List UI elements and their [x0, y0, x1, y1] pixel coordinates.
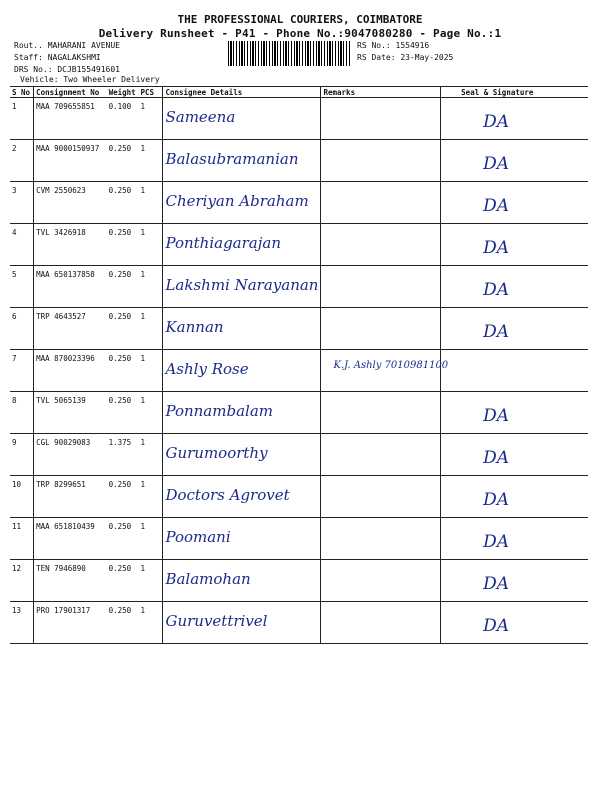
- col-header-weight: Weight: [107, 87, 139, 98]
- row-sno: 7: [10, 350, 34, 392]
- row-signature: DA: [483, 196, 510, 216]
- row-signature: DA: [483, 154, 510, 174]
- row-signature-cell: [441, 434, 588, 476]
- col-header-signature: Seal & Signature: [441, 87, 588, 98]
- row-consignee-cell: [163, 308, 321, 350]
- row-weight: 0.100: [107, 98, 139, 140]
- row-pcs: 1: [139, 224, 163, 266]
- row-pcs: 1: [139, 182, 163, 224]
- row-signature: DA: [483, 322, 510, 342]
- row-consignee-cell: [163, 602, 321, 644]
- row-remarks-cell: [321, 476, 441, 518]
- table-row: [10, 560, 588, 602]
- row-sno: 12: [10, 560, 34, 602]
- row-consignee: Sameena: [165, 108, 236, 126]
- row-consignment-no: MAA 650137858: [34, 266, 107, 308]
- row-consignee: Poomani: [165, 528, 231, 546]
- row-signature-cell: [441, 560, 588, 602]
- row-signature-cell: [441, 308, 588, 350]
- col-header-consignee: Consignee Details: [163, 87, 321, 98]
- row-pcs: 1: [139, 434, 163, 476]
- row-consignment-no: CGL 90029083: [34, 434, 107, 476]
- row-pcs: 1: [139, 602, 163, 644]
- row-consignee: Ashly Rose: [165, 360, 249, 378]
- row-sno: 5: [10, 266, 34, 308]
- row-sno: 3: [10, 182, 34, 224]
- row-signature-cell: [441, 266, 588, 308]
- row-remarks-cell: [321, 560, 441, 602]
- row-signature-cell: [441, 98, 588, 140]
- row-remarks-cell: [321, 602, 441, 644]
- table-row: [10, 182, 588, 224]
- row-weight: 1.375: [107, 434, 139, 476]
- col-header-consignment: Consignment No: [34, 87, 107, 98]
- row-remarks-cell: [321, 182, 441, 224]
- row-signature-cell: [441, 140, 588, 182]
- row-consignee-cell: [163, 476, 321, 518]
- table-row: [10, 350, 588, 392]
- row-sno: 9: [10, 434, 34, 476]
- row-consignment-no: TRP 4643527: [34, 308, 107, 350]
- row-consignee: Cheriyan Abraham: [165, 192, 309, 210]
- row-weight: 0.250: [107, 518, 139, 560]
- col-header-sno: S No: [10, 87, 34, 98]
- row-consignee-cell: [163, 518, 321, 560]
- row-remarks-cell: [321, 140, 441, 182]
- row-sno: 2: [10, 140, 34, 182]
- row-signature-cell: [441, 476, 588, 518]
- row-remarks-cell: [321, 266, 441, 308]
- row-remarks: K.J. Ashly 7010981100: [333, 360, 449, 371]
- row-consignment-no: TEN 7946890: [34, 560, 107, 602]
- row-pcs: 1: [139, 392, 163, 434]
- row-remarks-cell: [321, 518, 441, 560]
- row-consignment-no: TRP 8299651: [34, 476, 107, 518]
- row-consignment-no: TVL 5065139: [34, 392, 107, 434]
- rs-number: RS No.: 1554916: [357, 41, 430, 50]
- row-consignee: Balamohan: [165, 570, 251, 588]
- row-consignee: Ponthiagarajan: [165, 234, 281, 252]
- table-row: [10, 98, 588, 140]
- row-signature: DA: [483, 112, 510, 132]
- table-row: [10, 140, 588, 182]
- row-consignee-cell: [163, 182, 321, 224]
- row-remarks-cell: [321, 224, 441, 266]
- row-consignee-cell: [163, 434, 321, 476]
- row-pcs: 1: [139, 140, 163, 182]
- drs-number: DRS No.: DCJB155491601: [14, 65, 120, 74]
- row-consignment-no: MAA 709655851: [34, 98, 107, 140]
- row-consignee-cell: [163, 350, 321, 392]
- row-consignee-cell: [163, 98, 321, 140]
- row-signature-cell: [441, 392, 588, 434]
- company-title: THE PROFESSIONAL COURIERS, COIMBATORE: [177, 13, 423, 26]
- row-weight: 0.250: [107, 602, 139, 644]
- row-sno: 10: [10, 476, 34, 518]
- row-pcs: 1: [139, 518, 163, 560]
- row-consignee-cell: [163, 392, 321, 434]
- row-consignment-no: MAA 870023396: [34, 350, 107, 392]
- row-signature: DA: [483, 238, 510, 258]
- row-consignment-no: MAA 9000150937: [34, 140, 107, 182]
- row-pcs: 1: [139, 476, 163, 518]
- table-row: [10, 308, 588, 350]
- row-signature-cell: [441, 518, 588, 560]
- row-consignee-cell: [163, 140, 321, 182]
- table-row: [10, 518, 588, 560]
- staff-label: Staff: NAGALAKSHMI: [14, 53, 101, 62]
- rs-date: RS Date: 23-May-2025: [357, 53, 454, 62]
- row-sno: 6: [10, 308, 34, 350]
- row-signature-cell: [441, 602, 588, 644]
- row-consignment-no: TVL 3426918: [34, 224, 107, 266]
- row-consignee: Lakshmi Narayanan: [165, 276, 319, 294]
- table-row: [10, 266, 588, 308]
- row-signature: DA: [483, 448, 510, 468]
- route-label: Rout.. MAHARANI AVENUE: [14, 41, 120, 50]
- row-pcs: 1: [139, 98, 163, 140]
- row-signature: DA: [483, 574, 510, 594]
- row-signature: DA: [483, 490, 510, 510]
- row-remarks-cell: [321, 392, 441, 434]
- row-consignment-no: CVM 2550623: [34, 182, 107, 224]
- row-consignee: Ponnambalam: [165, 402, 273, 420]
- row-weight: 0.250: [107, 224, 139, 266]
- table-row: [10, 224, 588, 266]
- row-weight: 0.250: [107, 560, 139, 602]
- row-consignee: Kannan: [165, 318, 224, 336]
- row-weight: 0.250: [107, 140, 139, 182]
- row-consignment-no: MAA 651810439: [34, 518, 107, 560]
- row-pcs: 1: [139, 350, 163, 392]
- row-pcs: 1: [139, 266, 163, 308]
- row-weight: 0.250: [107, 476, 139, 518]
- row-sno: 13: [10, 602, 34, 644]
- row-signature: DA: [483, 406, 510, 426]
- runsheet-title: Delivery Runsheet - P41 - Phone No.:9047080280 - Page No.:1: [98, 27, 502, 40]
- col-header-remarks: Remarks: [321, 87, 441, 98]
- table-row: [10, 392, 588, 434]
- table-row: [10, 434, 588, 476]
- vehicle-label: Vehicle: Two Wheeler Delivery: [20, 75, 160, 84]
- row-consignee: Doctors Agrovet: [165, 486, 290, 504]
- row-weight: 0.250: [107, 266, 139, 308]
- row-signature: DA: [483, 616, 510, 636]
- row-remarks-cell: [321, 434, 441, 476]
- row-remarks-cell: [321, 350, 449, 392]
- row-weight: 0.250: [107, 182, 139, 224]
- row-consignee-cell: [163, 560, 321, 602]
- row-signature: DA: [483, 532, 510, 552]
- row-weight: 0.250: [107, 392, 139, 434]
- row-consignee: Balasubramanian: [165, 150, 299, 168]
- row-consignment-no: PRO 17901317: [34, 602, 107, 644]
- row-sno: 11: [10, 518, 34, 560]
- runsheet-table: [10, 86, 588, 644]
- col-header-pcs: PCS: [139, 87, 163, 98]
- row-consignee-cell: [163, 224, 321, 266]
- barcode-image: [228, 41, 350, 66]
- row-sno: 4: [10, 224, 34, 266]
- row-consignee-cell: [163, 266, 321, 308]
- row-consignee: Guruvettrivel: [165, 612, 268, 630]
- row-remarks-cell: [321, 308, 441, 350]
- row-remarks-cell: [321, 98, 441, 140]
- table-row: [10, 476, 588, 518]
- row-signature-cell: [441, 182, 588, 224]
- row-sno: 8: [10, 392, 34, 434]
- row-weight: 0.250: [107, 308, 139, 350]
- row-weight: 0.250: [107, 350, 139, 392]
- row-signature-cell: [441, 350, 588, 392]
- row-pcs: 1: [139, 308, 163, 350]
- row-consignee: Gurumoorthy: [165, 444, 268, 462]
- row-signature-cell: [441, 224, 588, 266]
- row-pcs: 1: [139, 560, 163, 602]
- row-sno: 1: [10, 98, 34, 140]
- table-header-row: [10, 87, 588, 98]
- row-signature: DA: [483, 280, 510, 300]
- table-row: [10, 602, 588, 644]
